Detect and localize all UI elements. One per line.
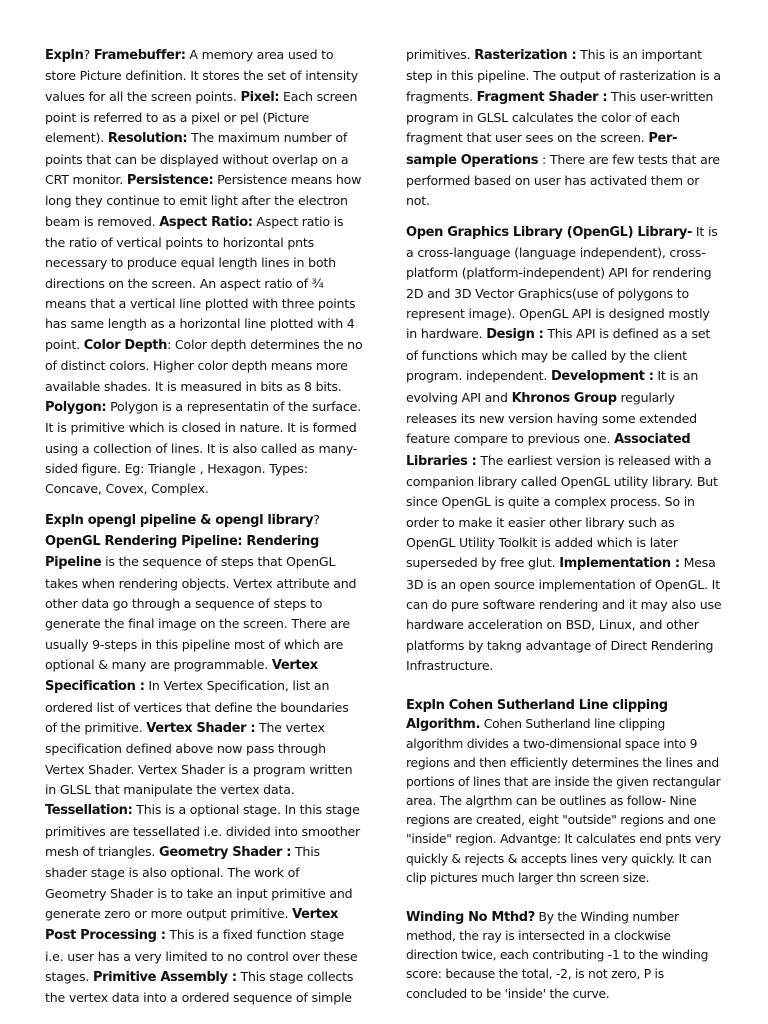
opengl-library-term: Open Graphics Library (OpenGL) Library- <box>406 224 693 240</box>
left-column <box>45 45 363 1009</box>
vertex-specification-term: Vertex Specification : <box>45 657 318 695</box>
cohen-sutherland-heading: Expln Cohen Sutherland Line clipping Algorithm. <box>406 698 668 733</box>
color-depth-term: Color Depth <box>83 337 168 353</box>
vertex-post-processing-term: Vertex Post Processing : <box>45 907 339 944</box>
opengl-pipeline-paragraph: Expln opengl pipeline & opengl library? OpenGL Rendering Pipeline: Rendering Pipeline is the sequence of steps that OpenGL takes when rendering objects. Vertex attribute and other data go through a sequence of steps to generate the final image on the screen. There are usually 9-steps in this pipeline most of which are optional & many are programmable. Vertex Specification : In Vertex Specification, list an ordered list of vertices that define the boundaries of the primitive. Vertex Shader : The vertex specification defined above now pass through Vertex Shader. Vertex Shader is a program written in GLSL that manipulate the vertex data. Tessellation: This is a optional stage. In this stage primitives are tessellated i.e. divided into smoother mesh of triangles. Geometry Shader : This shader stage is also optional. The work of Geometry Shader is to take an input primitive and generate zero or more output primitive. Vertex Post Processing : This is a fixed function stage i.e. user has a very limited to no control over these stages. Primitive Assembly : This stage collects the vertex data into a ordered sequence of simple <box>45 511 361 1006</box>
pipeline-continued-paragraph: primitives. Rasterization : This is an important step in this pipeline. The output of rasterization is a fragments. Fragment Shader : This user-written program in GLSL calculates the color of each fragment that user sees on the screen. Per-sample Operations : There are few tests that are performed based on user has activated them or not. <box>406 47 721 209</box>
primitive-assembly-term: Primitive Assembly : <box>92 970 237 986</box>
persistence-term: Persistence: <box>126 173 214 189</box>
rendering-pipeline-term: OpenGL Rendering Pipeline: Rendering Pipeline <box>45 533 319 571</box>
paragraph-gap <box>406 676 724 696</box>
graphics-terms-paragraph: Expln? Framebuffer: A memory area used to store Picture definition. It stores the set of intensity values for all the screen points. Pixel: Each screen point is referred to as a pixel or pel (Picture element). Resolution: The maximum number of points that can be displayed without overlap on a CRT monitor. Persistence: Persistence means how long they continue to emit light after the electron beam is removed. Aspect Ratio: Aspect ratio is the ratio of vertical points to horizontal pnts necessary to produce equal length lines in both directions on the screen. An aspect ratio of ¾ means that a vertical line plotted with three points has same length as a horizontal line plotted with 4 point. Color Depth: Color depth determines the no of distinct colors. Higher color depth means more available shades. It is measured in bits as 8 bits. Polygon: Polygon is a representatin of the surface. It is primitive which is closed in nature. It is formed using a collection of lines. It is also called as many-sided figure. Eg: Triangle , Hexagon. Types: Concave, Covex, Complex. <box>45 47 363 497</box>
khronos-group-term: Khronos Group <box>511 390 617 406</box>
cohen-sutherland-paragraph: Expln Cohen Sutherland Line clipping Algorithm. Cohen Sutherland line clipping algorithm divides a two-dimensional space into 9 regions and then efficiently determines the lines and portions of lines that are inside the given rectangular area. The algrthm can be outlines as follow- Nine regions are created, eight "outside" regions and one "inside" region. Advantge: It calculates end pnts very quickly & rejects & accepts lines very quickly. It can clip pictures much larger thn screen size. <box>406 698 721 885</box>
paragraph-gap <box>406 888 724 908</box>
resolution-term: Resolution: <box>107 131 188 147</box>
geometry-shader-term: Geometry Shader : <box>159 845 292 861</box>
right-column <box>406 45 724 1004</box>
pixel-term: Pixel: <box>240 89 280 105</box>
paragraph-gap <box>406 212 724 222</box>
question-label: Expln <box>45 48 84 63</box>
winding-number-paragraph: Winding No Mthd? By the Winding number method, the ray is intersected in a clockwise direction twice, each contributing -1 to the winding score: because the total, -2, is not zero, P is concluded to be 'inside' the curve. <box>406 909 709 1001</box>
winding-number-heading: Winding No Mthd? <box>406 909 535 925</box>
opengl-library-paragraph: Open Graphics Library (OpenGL) Library- It is a cross-language (language independent), cross-platform (platform-independent) API for rendering 2D and 3D Vector Graphics(use of polygons to represent image). OpenGL API is designed mostly in hardware. Design : This API is defined as a set of functions which may be called by the client program. independent. Development : It is an evolving API and Khronos Group regularly releases its new version having some extended feature compare to previous one. Associated Libraries : The earliest version is released with a companion library called OpenGL utility library. But since OpenGL is quite a complex process. So in order to make it easier other library such as OpenGL Utility Toolkit is added which is later superseded by free glut. Implementation : Mesa 3D is an open source implementation of OpenGL. It can do pure software rendering and it may also use hardware acceleration on BSD, Linux, and other platforms by takng advantage of Direct Rendering Infrastructure. <box>406 223 722 673</box>
framebuffer-term: Framebuffer: <box>93 48 186 63</box>
design-term: Design : <box>486 327 544 343</box>
polygon-term: Polygon: <box>45 399 107 415</box>
rasterization-term: Rasterization : <box>474 48 577 63</box>
aspect-ratio-term: Aspect Ratio: <box>159 214 253 230</box>
associated-libraries-term: Associated Libraries : <box>406 432 691 469</box>
per-sample-operations-term: Per-sample Operations <box>406 131 678 168</box>
tessellation-term: Tessellation: <box>45 803 133 819</box>
vertex-shader-term: Vertex Shader : <box>146 721 256 736</box>
implementation-term: Implementation : <box>559 556 680 572</box>
question-label: Expln opengl pipeline & opengl library <box>45 512 314 528</box>
development-term: Development : <box>550 369 654 385</box>
fragment-shader-term: Fragment Shader : <box>476 89 608 105</box>
paragraph-gap <box>45 500 363 510</box>
